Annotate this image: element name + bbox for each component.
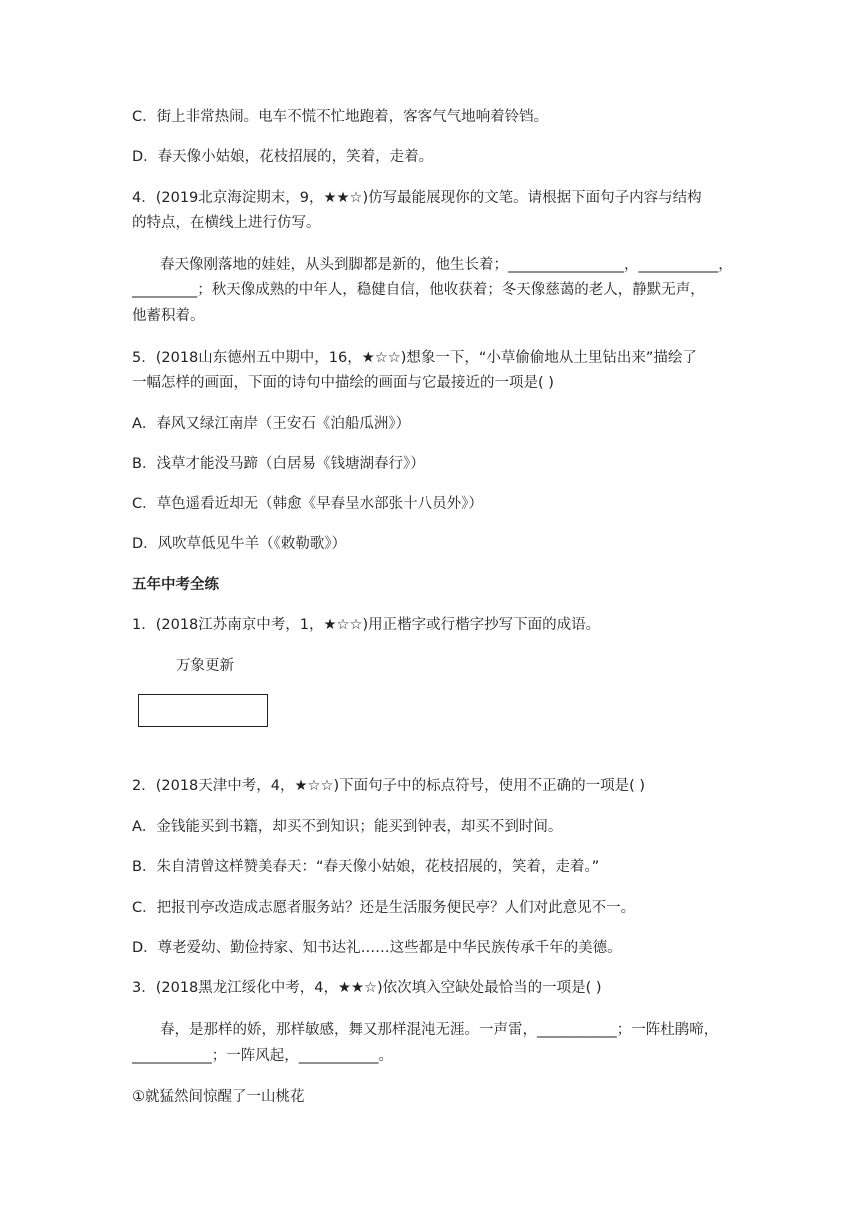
q4-passage-line-3: 他蓄积着。 (132, 308, 205, 324)
q5-option-b: B．浅草才能没马蹄（白居易《钱塘湖春行》） (132, 456, 425, 472)
q4-passage-line-2: _________；秋天像成熟的中年人，稳健自信，他收获着；冬天像慈蔼的老人，静默无声， (132, 282, 705, 298)
q2-option-b: B．朱自清曾这样赞美春天：“春天像小姑娘，花枝招展的，笑着，走着。” (132, 859, 600, 875)
question-5-line-2: 一幅怎样的画面，下面的诗句中描绘的画面与它最接近的一项是( ) (132, 375, 554, 391)
exam-question-3: 3．(2018黑龙江绥化中考，4，★★☆)依次填入空缺处最恰当的一项是( ) (132, 980, 602, 996)
q3-item-1: ①就猛然间惊醒了一山桃花 (132, 1089, 305, 1105)
question-4-line-2: 的特点，在横线上进行仿写。 (132, 215, 321, 231)
q4-passage-line-1: 春天像刚落地的娃娃，从头到脚都是新的，他生长着；________________，___________， (160, 257, 733, 273)
q2-option-a: A．金钱能买到书籍，却买不到知识；能买到钟表，却买不到时间。 (132, 819, 563, 835)
exam-question-1: 1．(2018江苏南京中考，1，★☆☆)用正楷字或行楷字抄写下面的成语。 (132, 617, 601, 633)
q2-option-c: C．把报刊亭改造成志愿者服务站？还是生活服务便民亭？人们对此意见不一。 (132, 900, 636, 916)
option-d-line: D．春天像小姑娘，花枝招展的，笑着，走着。 (132, 149, 434, 165)
answer-box (138, 694, 268, 727)
section-heading: 五年中考全练 (132, 577, 219, 593)
q3-passage-line-2: ___________；一阵风起，___________。 (132, 1048, 393, 1064)
question-5-line-1: 5．(2018山东德州五中期中，16，★☆☆)想象一下，“小草偷偷地从土里钻出来”描绘了 (132, 350, 697, 366)
q5-option-a: A．春风又绿江南岸（王安石《泊船瓜洲》） (132, 416, 411, 432)
idiom-text: 万象更新 (176, 658, 234, 674)
question-4-line-1: 4．(2019北京海淀期末，9，★★☆)仿写最能展现你的文笔。请根据下面句子内容与结构 (132, 190, 702, 206)
exam-question-2: 2．(2018天津中考，4，★☆☆)下面句子中的标点符号，使用不正确的一项是( ) (132, 778, 646, 794)
q5-option-c: C．草色遥看近却无（韩愈《早春呈水部张十八员外》） (132, 496, 483, 512)
option-c-line: C．街上非常热闹。电车不慌不忙地跑着，客客气气地响着铃铛。 (132, 109, 549, 125)
q3-passage-line-1: 春，是那样的娇，那样敏感，舞又那样混沌无涯。一声雷，___________；一阵杜鹃啼， (160, 1022, 719, 1038)
q5-option-d: D．风吹草低见牛羊（《敕勒歌》） (132, 536, 347, 552)
q2-option-d: D．尊老爱幼、勤俭持家、知书达礼……这些都是中华民族传承千年的美德。 (132, 940, 622, 956)
